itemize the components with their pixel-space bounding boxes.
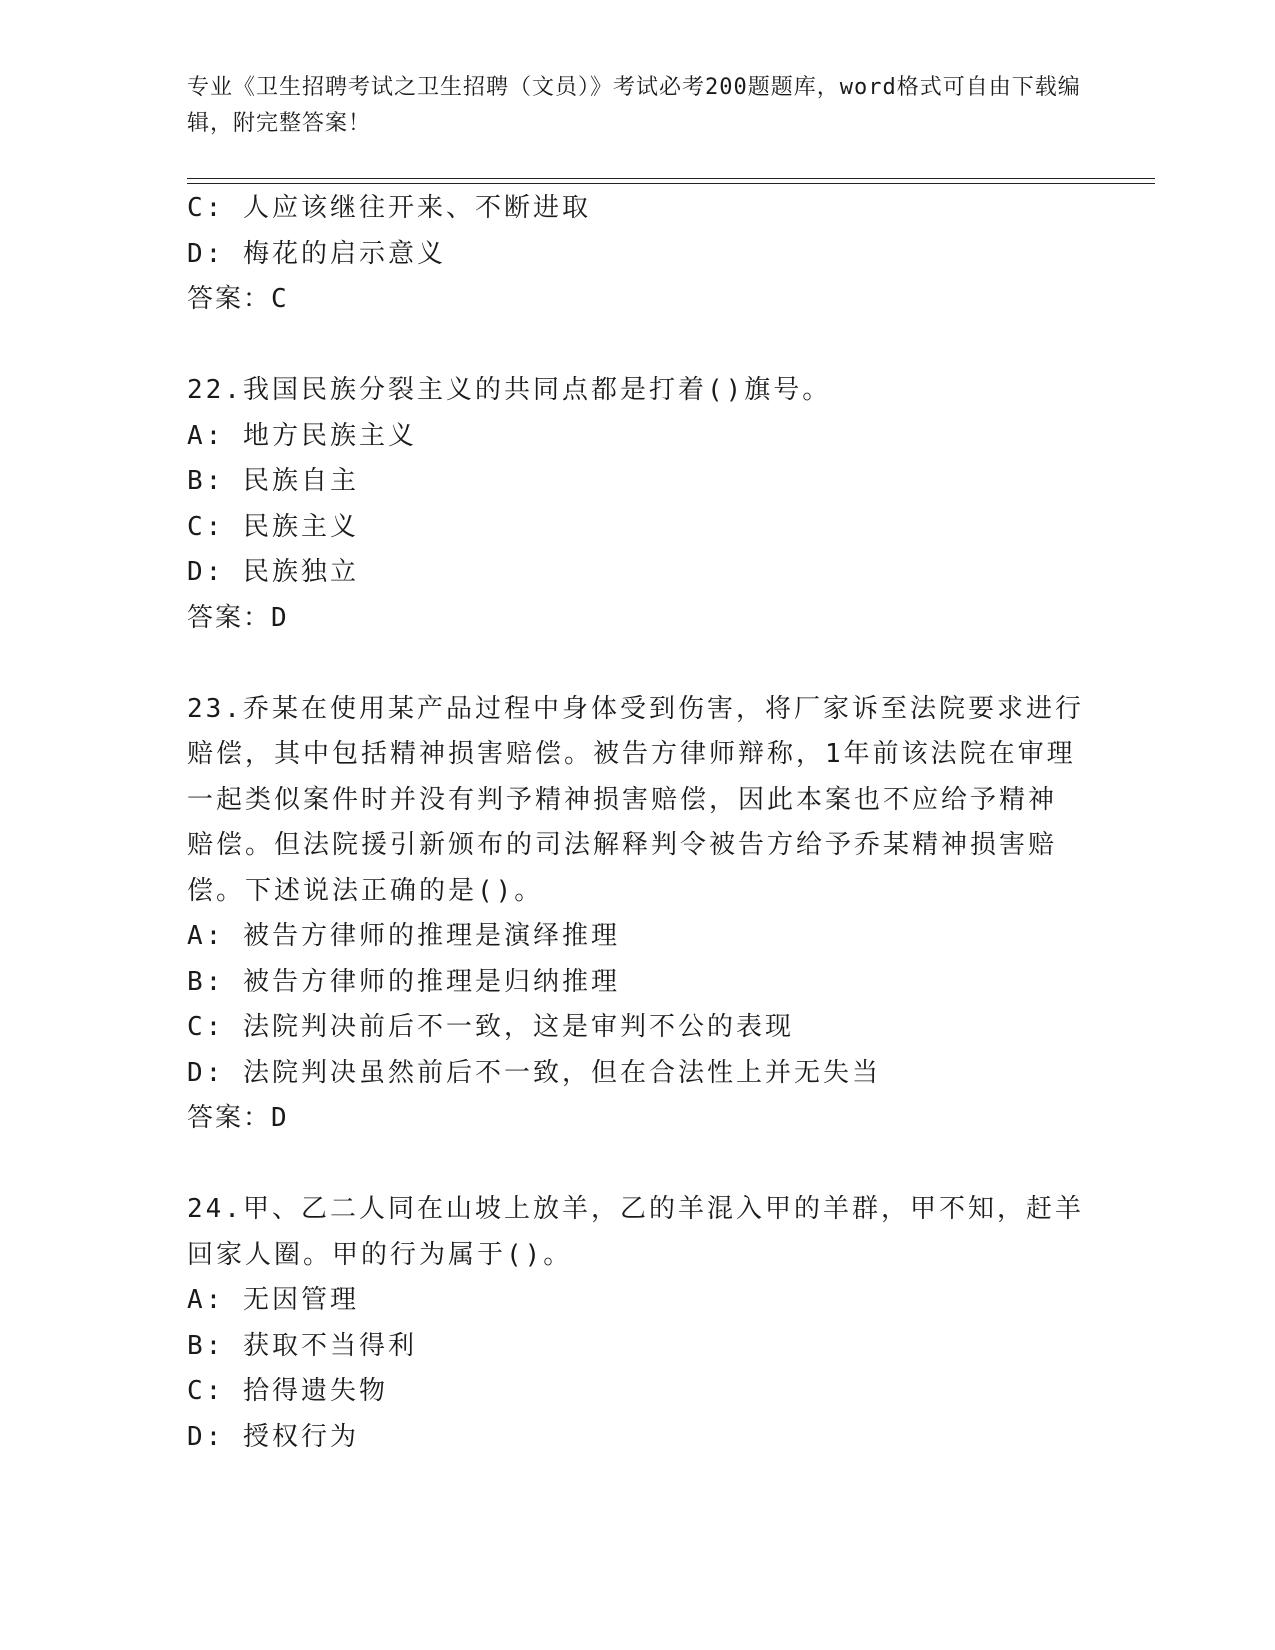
answer: 答案：D [187,602,289,633]
option-d: D: 授权行为 [187,1421,359,1452]
header-divider-bottom [187,183,1155,184]
option-c: C: 拾得遗失物 [187,1376,388,1406]
option-d: D: 梅花的启示意义 [187,238,446,269]
question-22 [187,368,1087,641]
option-c: C: 法院判决前后不一致，这是审判不公的表现 [187,1012,794,1042]
question-text-line: 一起类似案件时并没有判予精神损害赔偿，因此本案也不应给予精神 [187,784,1058,815]
spacer [187,323,1087,369]
option-b: B: 获取不当得利 [187,1330,417,1361]
option-c: C: 人应该继往开来、不断进取 [187,193,591,223]
question-text: 22.我国民族分裂主义的共同点都是打着()旗号。 [187,375,832,405]
question-text-line: 赔偿。但法院援引新颁布的司法解释判令被告方给予乔某精神损害赔 [187,830,1058,860]
option-a: A: 地方民族主义 [187,420,417,451]
question-text-line: 偿。下述说法正确的是()。 [187,875,544,906]
header-divider-top [187,178,1155,179]
question-text-line: 23.乔某在使用某产品过程中身体受到伤害，将厂家诉至法院要求进行 [187,693,1084,724]
answer: 答案：D [187,1103,289,1133]
option-d: D: 民族独立 [187,557,359,587]
question-text-line: 赔偿，其中包括精神损害赔偿。被告方律师辩称，1年前该法院在审理 [187,739,1076,769]
option-b: B: 被告方律师的推理是归纳推理 [187,966,620,997]
question-21-continuation [187,186,1087,323]
option-b: B: 民族自主 [187,466,359,496]
document-header: 专业《卫生招聘考试之卫生招聘（文员）》考试必考200题题库，word格式可自由下载编辑，附完整答案！ [187,75,1081,136]
option-d: D: 法院判决虽然前后不一致，但在合法性上并无失当 [187,1057,881,1088]
question-23 [187,687,1087,1142]
question-list [187,186,1087,1460]
option-c: C: 民族主义 [187,511,359,542]
question-24 [187,1187,1087,1460]
spacer [187,641,1087,687]
option-a: A: 无因管理 [187,1285,359,1315]
answer: 答案：C [187,284,289,314]
option-a: A: 被告方律师的推理是演绎推理 [187,921,620,951]
question-text-line: 24.甲、乙二人同在山坡上放羊，乙的羊混入甲的羊群，甲不知，赶羊 [187,1194,1084,1224]
spacer [187,1142,1087,1188]
question-text-line: 回家人圈。甲的行为属于()。 [187,1239,573,1270]
